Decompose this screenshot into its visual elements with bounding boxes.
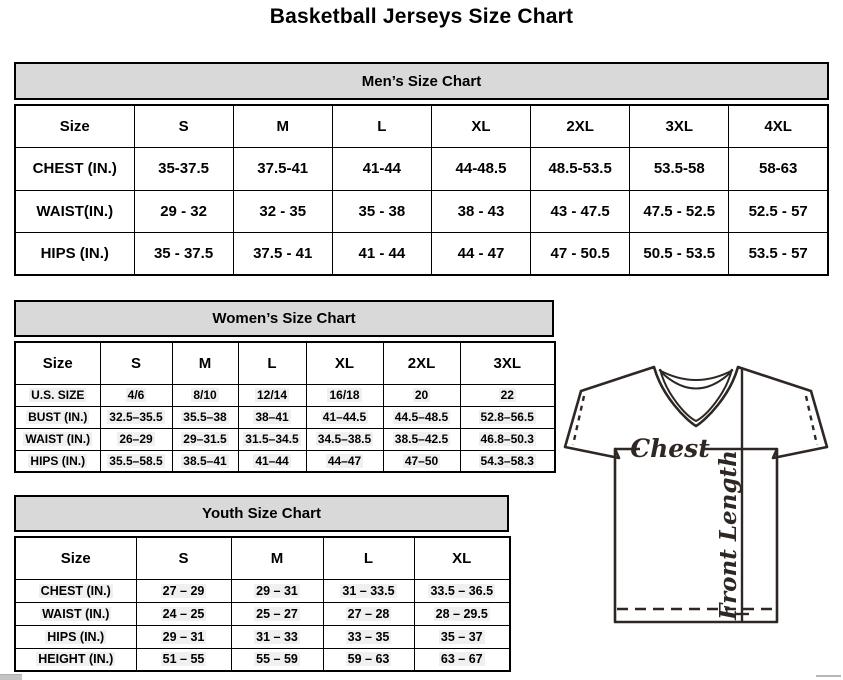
column-header: XL [306,342,383,384]
cell-text: 8/10 [193,388,217,402]
row-label [15,579,136,602]
size-cell [100,384,172,406]
cell-text: 44.5–48.5 [394,410,449,424]
table-row [15,602,510,625]
size-cell [238,450,306,472]
size-cell: 32 - 35 [233,190,332,233]
womens-header-row [15,342,555,384]
size-cell: 41 - 44 [332,233,431,276]
front-length-label: Front Length [715,450,742,620]
size-cell: 50.5 - 53.5 [630,233,729,276]
size-cell: 38 - 43 [431,190,530,233]
cell-text: 63 – 67 [440,652,483,667]
size-cell: 44-48.5 [431,148,530,191]
cell-text: 31 – 33.5 [342,583,395,598]
column-header: M [233,105,332,148]
row-label [15,625,136,648]
row-label [15,384,100,406]
row-label: HIPS (IN.) [15,233,134,276]
cell-text: 31.5–34.5 [245,432,299,446]
chest-label: Chest [630,434,710,463]
column-header: 3XL [630,105,729,148]
size-cell [460,450,555,472]
size-cell [136,625,231,648]
size-cell [414,648,510,671]
row-label [15,428,100,450]
mens-size-table [14,104,829,276]
column-header: L [238,342,306,384]
size-cell: 47.5 - 52.5 [630,190,729,233]
size-cell [306,384,383,406]
jersey-measurement-diagram [556,360,834,628]
size-cell: 35 - 38 [332,190,431,233]
cell-text: BUST (IN.) [28,410,88,424]
size-cell [460,406,555,428]
cell-text: 32.5–35.5 [109,410,163,424]
scrollbar-fragment-right[interactable] [816,675,841,677]
column-header: Size [15,537,136,579]
cell-text: HEIGHT (IN.) [38,652,114,667]
column-header: S [136,537,231,579]
table-row [15,190,828,233]
size-cell [172,406,238,428]
cell-text: 44–47 [327,453,362,468]
cell-text: 54.3–58.3 [480,453,534,468]
cell-text: 38.5–41 [183,453,227,468]
size-cell [414,579,510,602]
cell-text: 35.5–58.5 [109,453,163,468]
column-header: S [134,105,233,148]
size-cell [323,579,414,602]
womens-section-title: Women’s Size Chart [212,310,356,327]
size-cell: 43 - 47.5 [531,190,630,233]
cell-text: 35 – 37 [440,629,483,644]
size-cell [100,406,172,428]
cell-text: 4/6 [127,388,145,402]
cell-text: 51 – 55 [162,652,205,667]
youth-size-table [14,536,511,672]
size-cell: 53.5-58 [630,148,729,191]
table-row [15,428,555,450]
row-label [15,406,100,428]
column-header: XL [431,105,530,148]
womens-size-table [14,341,556,473]
jersey-outline [565,367,827,622]
row-label [15,450,100,472]
size-cell: 47 - 50.5 [531,233,630,276]
column-header: Size [15,342,100,384]
column-header: L [332,105,431,148]
cell-text: 12/14 [256,388,288,402]
size-cell: 58-63 [729,148,828,191]
size-cell [238,406,306,428]
cell-text: 24 – 25 [162,606,205,621]
cell-text: 20 [414,388,429,402]
cell-text: 41–44.5 [322,410,367,424]
row-label [15,648,136,671]
size-cell: 52.5 - 57 [729,190,828,233]
cell-text: 29 – 31 [256,583,298,598]
size-cell: 37.5 - 41 [233,233,332,276]
size-cell: 48.5-53.5 [531,148,630,191]
size-cell [414,625,510,648]
table-row [15,384,555,406]
cell-text: 34.5–38.5 [317,432,372,446]
size-cell [172,450,238,472]
womens-section-header [14,300,554,337]
table-row [15,579,510,602]
cell-text: 47–50 [404,453,439,468]
size-cell [136,602,231,625]
size-cell [323,602,414,625]
cell-text: 33 – 35 [347,629,390,644]
youth-section-header [14,495,509,532]
size-cell: 29 - 32 [134,190,233,233]
size-cell [172,428,238,450]
youth-section-title: Youth Size Chart [202,505,321,522]
size-cell [231,648,323,671]
cell-text: 33.5 – 36.5 [430,583,494,598]
size-cell [383,428,460,450]
table-row [15,148,828,191]
cell-text: 27 – 28 [347,606,390,621]
size-cell [383,384,460,406]
size-cell [231,602,323,625]
size-cell [460,384,555,406]
row-label: CHEST (IN.) [15,148,134,191]
size-cell [414,602,510,625]
column-header: S [100,342,172,384]
size-cell [306,428,383,450]
cell-text: 29 – 31 [162,629,205,644]
cell-text: HIPS (IN.) [30,453,86,468]
cell-text: 25 – 27 [256,606,298,621]
column-header: 3XL [460,342,555,384]
size-cell [100,450,172,472]
column-header: 4XL [729,105,828,148]
size-cell [460,428,555,450]
collar-inner-v [660,369,732,421]
cell-text: 27 – 29 [162,583,205,598]
size-cell: 53.5 - 57 [729,233,828,276]
cell-text: U.S. SIZE [31,388,85,402]
column-header: Size [15,105,134,148]
column-header: 2XL [383,342,460,384]
cell-text: 59 – 63 [347,652,390,667]
youth-header-row [15,537,510,579]
column-header: XL [414,537,510,579]
mens-section-header [14,62,829,100]
size-cell [306,450,383,472]
size-cell: 44 - 47 [431,233,530,276]
mens-header-row [15,105,828,148]
size-cell [238,384,306,406]
row-label [15,602,136,625]
column-header: 2XL [531,105,630,148]
size-cell [136,648,231,671]
size-cell: 41-44 [332,148,431,191]
cell-text: 26–29 [119,432,153,446]
size-cell [136,579,231,602]
size-cell [172,384,238,406]
table-row [15,450,555,472]
size-cell [306,406,383,428]
page-title: Basketball Jerseys Size Chart [269,5,574,28]
cell-text: 16/18 [329,388,360,402]
table-row [15,233,828,276]
column-header: M [172,342,238,384]
cell-text: WAIST (IN.) [42,606,110,621]
cell-text: 46.8–50.3 [480,432,534,446]
column-header: L [323,537,414,579]
column-header: M [231,537,323,579]
cell-text: 38–41 [255,410,289,424]
mens-section-title: Men’s Size Chart [361,72,482,90]
table-row [15,625,510,648]
cell-text: 29–31.5 [183,432,227,446]
size-cell [231,625,323,648]
cell-text: 55 – 59 [256,652,298,667]
cell-text: CHEST (IN.) [40,583,111,598]
cell-text: 28 – 29.5 [435,606,488,621]
cell-text: 22 [500,388,514,402]
row-label: WAIST(IN.) [15,190,134,233]
cell-text: 35.5–38 [183,410,227,424]
size-cell [383,450,460,472]
table-row [15,406,555,428]
scrollbar-fragment-left[interactable] [0,674,22,680]
size-cell: 37.5-41 [233,148,332,191]
size-cell [100,428,172,450]
size-cell: 35-37.5 [134,148,233,191]
size-cell [323,648,414,671]
cell-text: HIPS (IN.) [47,629,105,644]
size-cell [383,406,460,428]
size-cell: 35 - 37.5 [134,233,233,276]
table-row [15,648,510,671]
cell-text: 31 – 33 [256,629,298,644]
size-cell [238,428,306,450]
size-cell [323,625,414,648]
cell-text: 41–44 [255,453,289,468]
cell-text: 52.8–56.5 [480,410,534,424]
cell-text: 38.5–42.5 [394,432,449,446]
size-cell [231,579,323,602]
cell-text: WAIST (IN.) [25,432,91,446]
